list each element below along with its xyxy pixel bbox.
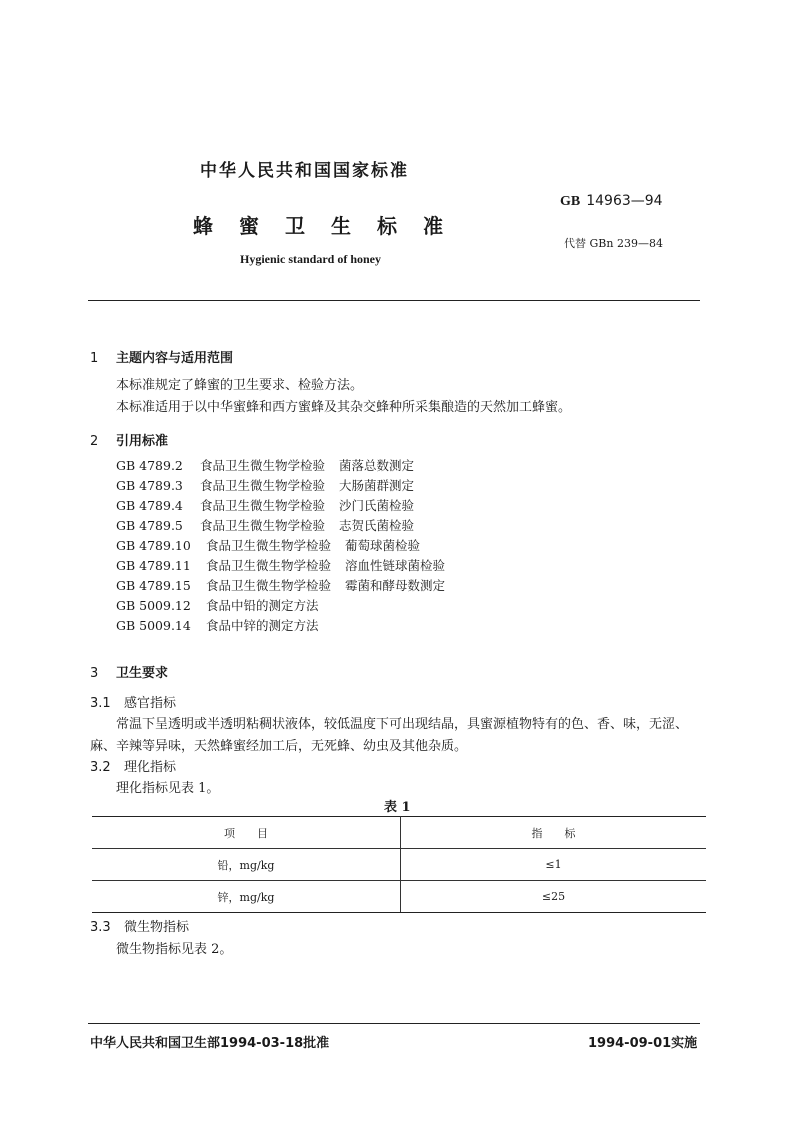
table-row xyxy=(92,849,706,881)
approval-note: 中华人民共和国卫生部1994-03-18批准 xyxy=(90,1036,330,1051)
section-2-heading xyxy=(90,430,168,449)
paragraph: 本标准适用于以中华蜜蜂和西方蜜蜂及其杂交蜂种所采集酿造的天然加工蜂蜜。 xyxy=(116,400,572,415)
reference-item: GB 5009.12 食品中铅的测定方法 xyxy=(116,598,319,613)
reference-item: GB 4789.3 食品卫生微生物学检验 大肠菌群测定 xyxy=(116,478,415,493)
subsection-3-1-heading: 3.1 感官指标 xyxy=(90,696,177,711)
section-3-heading xyxy=(90,662,168,681)
implementation-date: 1994-09-01实施 xyxy=(588,1036,698,1051)
standard-prefix: GB xyxy=(560,194,581,209)
issuing-organization: 中华人民共和国国家标准 xyxy=(200,161,409,181)
section-title: 引用标准 xyxy=(116,434,169,449)
section-number: 2 xyxy=(90,434,99,449)
footer-divider xyxy=(88,1023,700,1024)
physicochemical-table xyxy=(92,816,706,913)
reference-item: GB 5009.14 食品中锌的测定方法 xyxy=(116,618,319,633)
paragraph: 微生物指标见表 2。 xyxy=(116,942,233,957)
reference-item: GB 4789.5 食品卫生微生物学检验 志贺氏菌检验 xyxy=(116,518,415,533)
section-number: 1 xyxy=(90,351,99,366)
reference-item: GB 4789.15 食品卫生微生物学检验 霉菌和酵母数测定 xyxy=(116,578,446,593)
section-number: 3 xyxy=(90,666,99,681)
standard-number: 14963—94 xyxy=(586,193,663,209)
column-header: 项 目 xyxy=(92,817,401,849)
column-header: 指 标 xyxy=(401,817,707,849)
standard-code xyxy=(560,193,663,210)
table-header-row xyxy=(92,817,706,849)
section-title: 主题内容与适用范围 xyxy=(116,351,234,366)
subsection-3-2-heading: 3.2 理化指标 xyxy=(90,760,177,775)
paragraph: 本标准规定了蜂蜜的卫生要求、检验方法。 xyxy=(116,378,364,393)
table-cell: 铅，mg/kg xyxy=(92,849,401,881)
reference-item: GB 4789.2 食品卫生微生物学检验 菌落总数测定 xyxy=(116,458,415,473)
table-cell: ≤25 xyxy=(401,881,707,913)
english-title: Hygienic standard of honey xyxy=(240,252,382,266)
section-title: 卫生要求 xyxy=(116,666,169,681)
reference-item: GB 4789.11 食品卫生微生物学检验 溶血性链球菌检验 xyxy=(116,558,446,573)
reference-list xyxy=(116,456,445,636)
table-cell: 锌，mg/kg xyxy=(92,881,401,913)
table-cell: ≤1 xyxy=(401,849,707,881)
paragraph: 常温下呈透明或半透明粘稠状液体，较低温度下可出现结晶，具蜜源植物特有的色、香、味，无涩、 xyxy=(116,717,689,732)
reference-item: GB 4789.10 食品卫生微生物学检验 葡萄球菌检验 xyxy=(116,538,421,553)
paragraph-continuation: 麻、辛辣等异味，天然蜂蜜经加工后，无死蜂、幼虫及其他杂质。 xyxy=(90,739,468,754)
subsection-3-3-heading: 3.3 微生物指标 xyxy=(90,920,190,935)
reference-item: GB 4789.4 食品卫生微生物学检验 沙门氏菌检验 xyxy=(116,498,415,513)
page-title: 蜂蜜卫生标准 xyxy=(193,214,469,238)
replaces-note: 代替 GBn 239—84 xyxy=(564,237,663,250)
table-row xyxy=(92,881,706,913)
paragraph: 理化指标见表 1。 xyxy=(116,781,220,796)
table-caption: 表 1 xyxy=(384,800,411,815)
header-divider xyxy=(88,300,700,301)
section-1-heading xyxy=(90,347,233,366)
